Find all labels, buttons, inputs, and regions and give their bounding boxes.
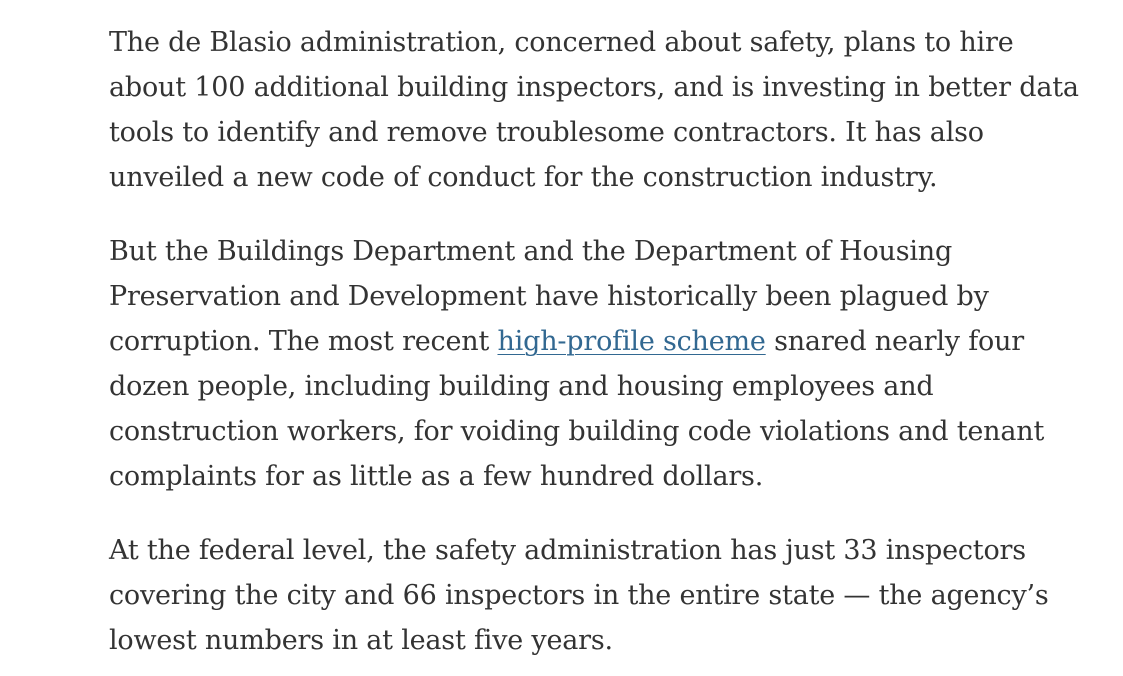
text-line: lowest numbers in at least five years. (109, 625, 613, 656)
text-line: construction workers, for voiding building code violations and tenant (109, 416, 1045, 447)
text-line-with-link (109, 319, 1099, 364)
text-line: dozen people, including building and housing employees and (109, 371, 934, 402)
text-before-link: corruption. The most recent (109, 326, 498, 357)
text-line: The de Blasio administration, concerned about safety, plans to hire (109, 27, 1014, 58)
paragraph-safety-inspectors (109, 20, 1099, 200)
paragraph-corruption (109, 229, 1099, 499)
text-line: complaints for as little as a few hundred dollars. (109, 461, 764, 492)
text-line: At the federal level, the safety administration has just 33 inspectors (109, 535, 1026, 566)
text-line: about 100 additional building inspectors, and is investing in better data (109, 72, 1079, 103)
text-line: tools to identify and remove troublesome contractors. It has also (109, 117, 984, 148)
text-line: covering the city and 66 inspectors in the entire state — the agency’s (109, 580, 1049, 611)
text-line: But the Buildings Department and the Department of Housing (109, 236, 953, 267)
text-line: Preservation and Development have historically been plagued by (109, 281, 989, 312)
high-profile-scheme-link[interactable]: high-profile scheme (497, 326, 766, 357)
text-line: unveiled a new code of conduct for the construction industry. (109, 162, 938, 193)
article-body (109, 20, 1099, 663)
paragraph-federal-level (109, 528, 1099, 663)
text-after-link: snared nearly four (765, 326, 1024, 357)
